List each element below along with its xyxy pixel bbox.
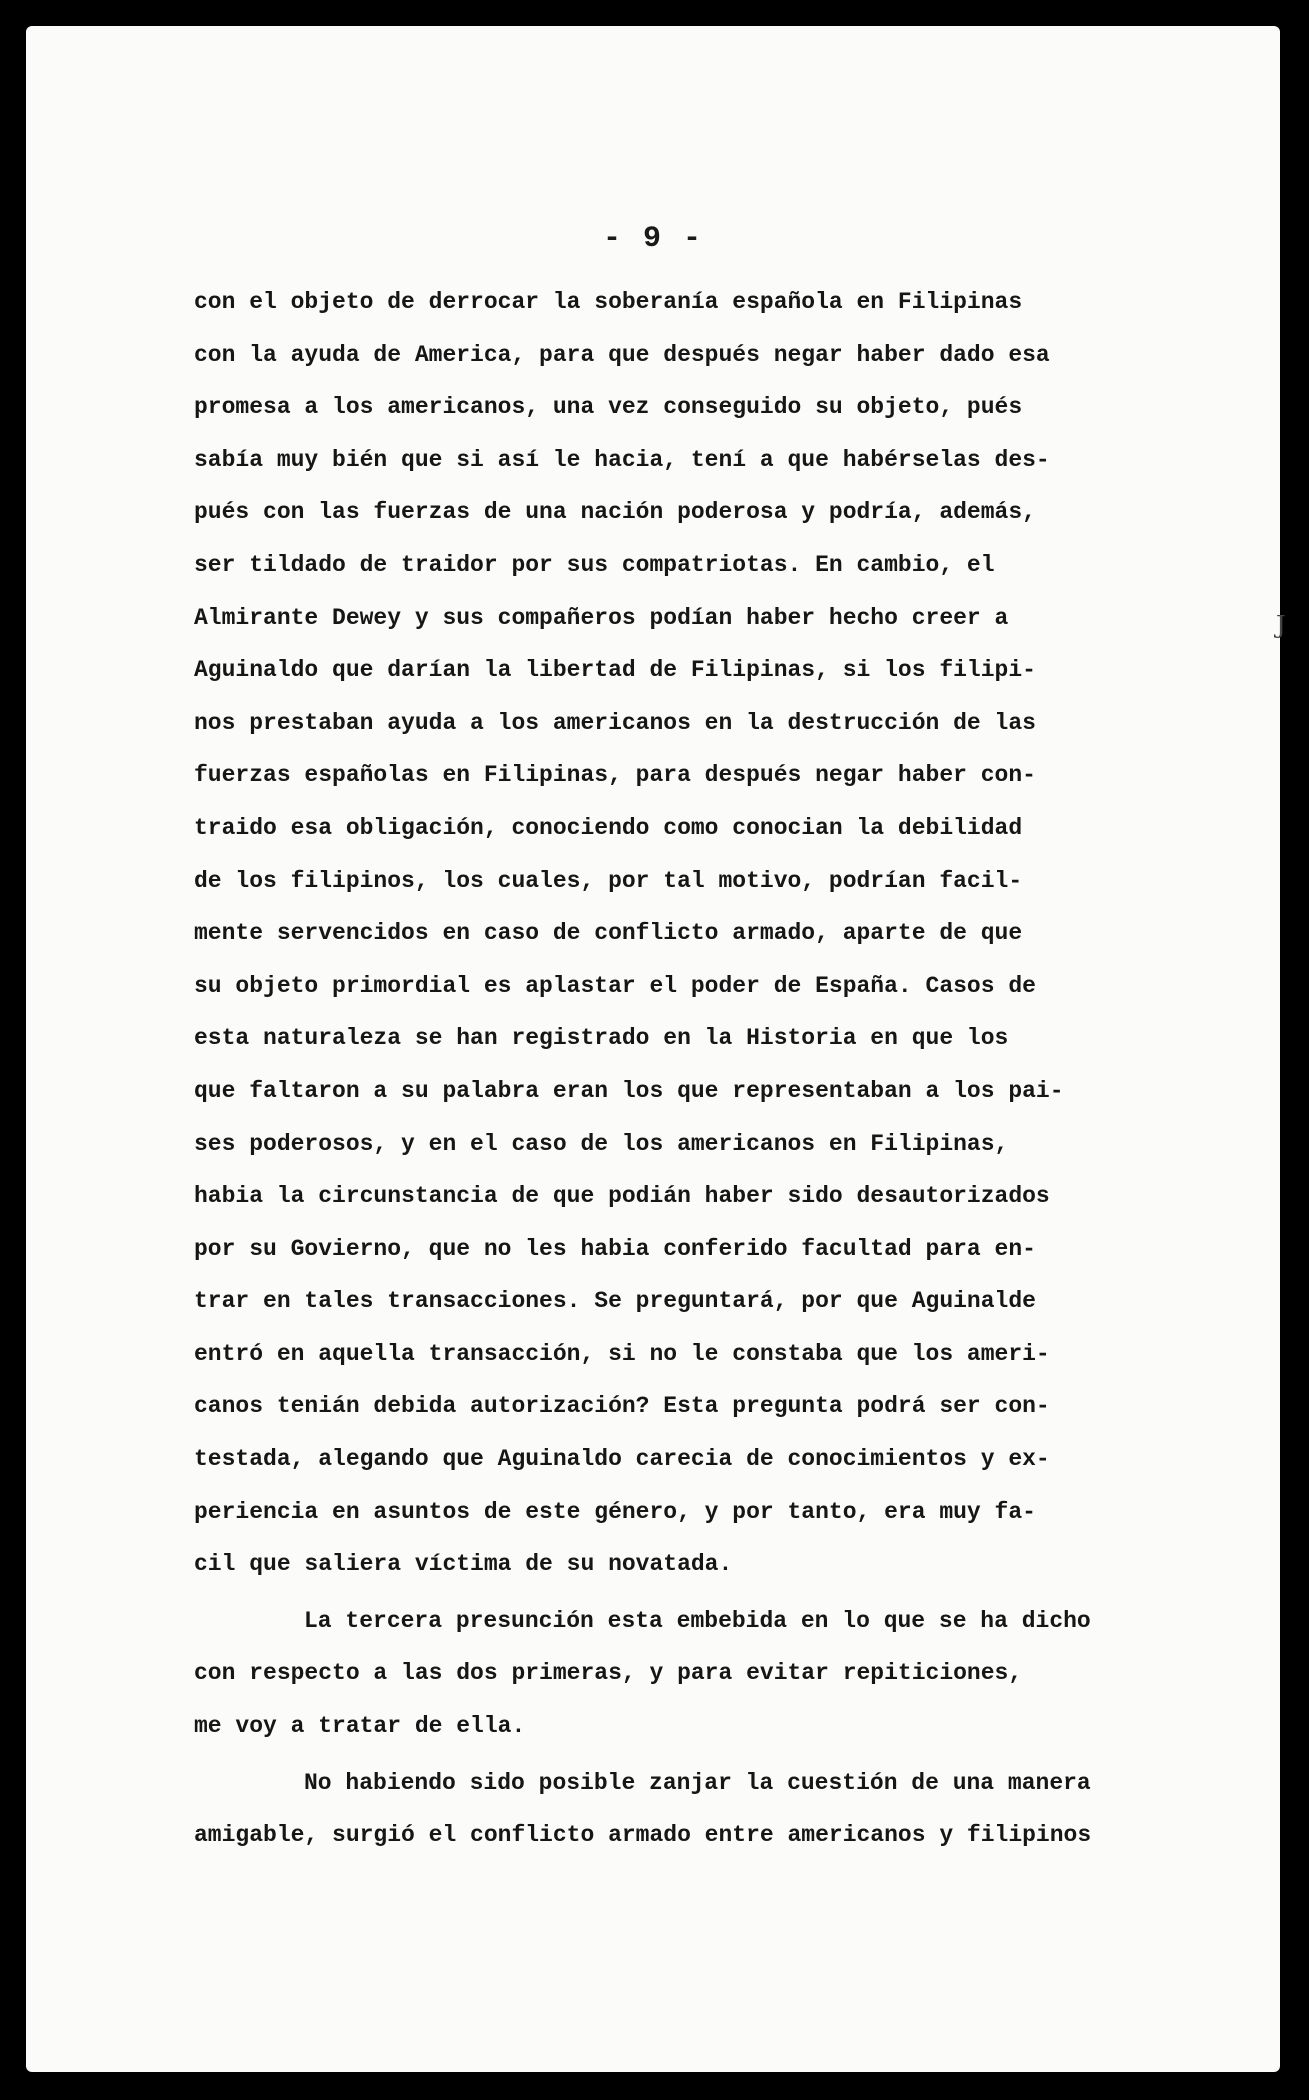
text-line: periencia en asuntos de este género, y por tanto, era muy fa- — [194, 1498, 1036, 1525]
body-text — [194, 276, 1244, 1862]
text-line: entró en aquella transacción, si no le constaba que los ameri- — [194, 1340, 1050, 1367]
text-line: por su Govierno, que no les habia conferido facultad para en- — [194, 1235, 1036, 1262]
text-line: que faltaron a su palabra eran los que representaban a los pai- — [194, 1077, 1064, 1104]
text-line: esta naturaleza se han registrado en la Historia en que los — [194, 1025, 1009, 1052]
text-line: sabía muy bién que si así le hacia, tení a que habérselas des- — [194, 446, 1050, 473]
text-line: amigable, surgió el conflicto armado entre americanos y filipinos — [194, 1822, 1092, 1849]
document-page — [26, 26, 1286, 2072]
text-line: testada, alegando que Aguinaldo carecia de conocimientos y ex- — [194, 1446, 1050, 1473]
text-line: nos prestaban ayuda a los americanos en la destrucción de las — [194, 709, 1036, 736]
text-line: ser tildado de traidor por sus compatriotas. En cambio, el — [194, 551, 995, 578]
text-line: traido esa obligación, conociendo como conocian la debilidad — [194, 814, 1023, 841]
paragraph-first-line: La tercera presunción esta embebida en lo que se ha dicho — [304, 1607, 1091, 1634]
text-line: con la ayuda de America, para que después negar haber dado esa — [194, 341, 1050, 368]
margin-mark: J — [1276, 611, 1286, 639]
text-line: con el objeto de derrocar la soberanía española en Filipinas — [194, 289, 1023, 315]
text-line: promesa a los americanos, una vez conseguido su objeto, pués — [194, 394, 1023, 421]
text-line: fuerzas españolas en Filipinas, para después negar haber con- — [194, 762, 1036, 789]
text-line: pués con las fuerzas de una nación poderosa y podría, además, — [194, 499, 1036, 526]
text-line: canos tenián debida autorización? Esta pregunta podrá ser con- — [194, 1393, 1050, 1420]
text-line: de los filipinos, los cuales, por tal motivo, podrían facil- — [194, 867, 1023, 894]
text-line: mente servencidos en caso de conflicto armado, aparte de que — [194, 920, 1023, 947]
text-line: ses poderosos, y en el caso de los americanos en Filipinas, — [194, 1130, 1009, 1157]
text-line: su objeto primordial es aplastar el poder de España. Casos de — [194, 972, 1036, 999]
text-line: Aguinaldo que darían la libertad de Filipinas, si los filipi- — [194, 657, 1036, 684]
text-line: habia la circunstancia de que podián haber sido desautorizados — [194, 1183, 1050, 1210]
page-number: - 9 - — [602, 222, 703, 256]
text-line: trar en tales transacciones. Se preguntará, por que Aguinalde — [194, 1288, 1036, 1315]
text-line: cil que saliera víctima de su novatada. — [194, 1551, 733, 1578]
paragraph-first-line: No habiendo sido posible zanjar la cuestión de una manera — [304, 1769, 1091, 1796]
text-line: me voy a tratar de ella. — [194, 1713, 526, 1740]
text-line: con respecto a las dos primeras, y para evitar repiticiones, — [194, 1660, 1023, 1687]
text-line: Almirante Dewey y sus compañeros podían haber hecho creer a — [194, 604, 1009, 631]
